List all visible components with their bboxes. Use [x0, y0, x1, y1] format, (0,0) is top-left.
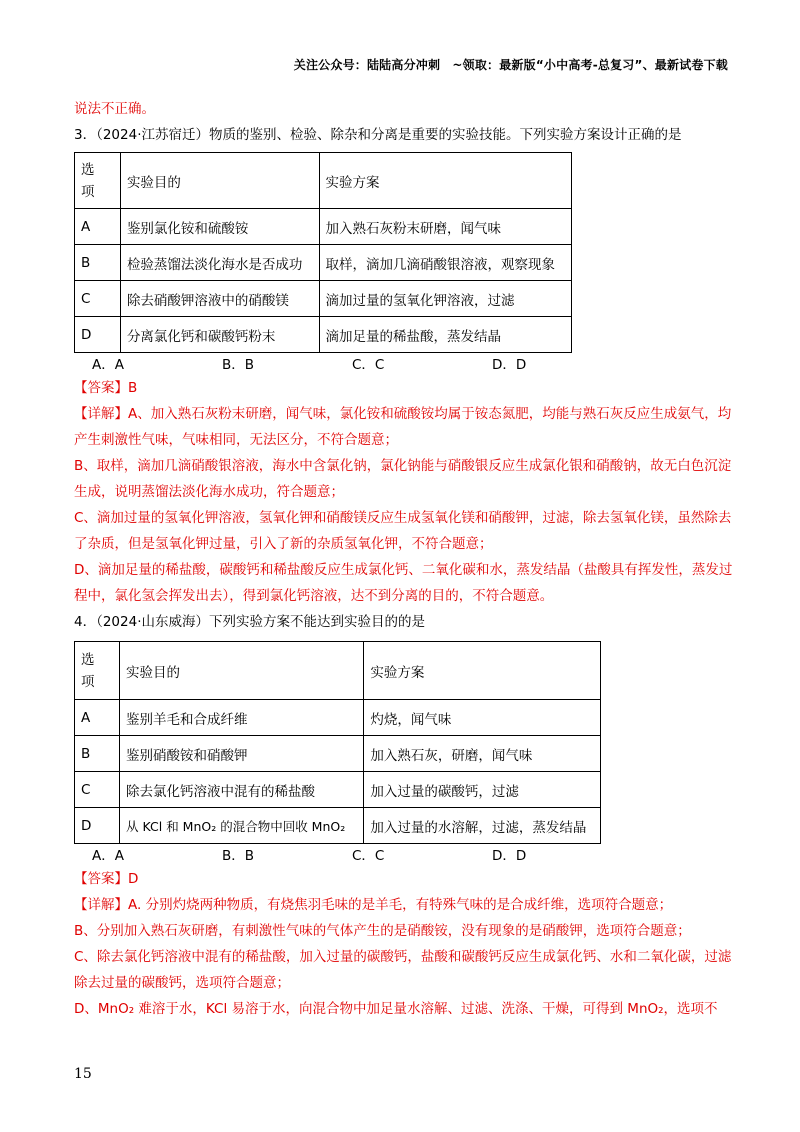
row-option: D	[75, 808, 120, 844]
row-purpose: 除去硝酸钾溶液中的硝酸镁	[120, 281, 319, 317]
row-option: A	[75, 700, 120, 736]
row-purpose: 从 KCl 和 MnO₂ 的混合物中回收 MnO₂	[120, 808, 364, 844]
table-row	[75, 209, 572, 245]
q3-analysis-d: D、滴加足量的稀盐酸，碳酸钙和稀盐酸反应生成氯化钙、二氧化碳和水，蒸发结晶（盐酸具有挥发性，蒸发过程中，氯化氢会挥发出去），得到氯化钙溶液，达不到分离的目的，不符合题意。	[74, 562, 733, 604]
row-plan: 加入过量的碳酸钙，过滤	[364, 772, 601, 808]
q4-table	[74, 641, 601, 844]
table-header-row	[75, 642, 601, 700]
page-header: 关注公众号：陆陆高分冲刺 ~领取：最新版“小中高考-总复习”、最新试卷下载	[293, 58, 728, 72]
row-purpose: 检验蒸馏法淡化海水是否成功	[120, 245, 319, 281]
q3-answer: 【答案】B	[74, 380, 138, 396]
row-option: B	[75, 245, 121, 281]
row-option: B	[75, 736, 120, 772]
q4-analysis-c: C、除去氯化钙溶液中混有的稀盐酸，加入过量的碳酸钙，盐酸和碳酸钙反应生成氯化钙、水和二氧化碳，过滤除去过量的碳酸钙，选项符合题意；	[74, 949, 732, 991]
choice-a: A．A	[92, 848, 124, 864]
header-plan: 实验方案	[319, 153, 572, 209]
table-row	[75, 736, 601, 772]
header-option: 选 项	[75, 153, 121, 209]
header-plan: 实验方案	[364, 642, 601, 700]
table-row	[75, 772, 601, 808]
q3-analysis-c: C、滴加过量的氢氧化钾溶液，氢氧化钾和硝酸镁反应生成氢氧化镁和硝酸钾，过滤，除去氢氧化镁，虽然除去了杂质，但是氢氧化钾过量，引入了新的杂质氢氧化钾，不符合题意；	[74, 510, 732, 552]
choice-d: D．D	[492, 848, 527, 864]
lead-line: 说法不正确。	[74, 101, 155, 117]
table-header-row	[75, 153, 572, 209]
row-plan: 加入过量的水溶解，过滤，蒸发结晶	[364, 808, 601, 844]
row-purpose: 鉴别氯化铵和硫酸铵	[120, 209, 319, 245]
row-plan: 滴加过量的氢氧化钾溶液，过滤	[319, 281, 572, 317]
q3-table	[74, 152, 572, 353]
row-plan: 滴加足量的稀盐酸，蒸发结晶	[319, 317, 572, 353]
q3-stem: 3．（2024·江苏宿迁）物质的鉴别、检验、除杂和分离是重要的实验技能。下列实验方案设计正确的是	[74, 127, 682, 143]
q4-analysis-d: D、MnO₂ 难溶于水，KCl 易溶于水，向混合物中加足量水溶解、过滤、洗涤、干燥，可得到 MnO₂，选项不	[74, 1001, 718, 1017]
row-purpose: 除去氯化钙溶液中混有的稀盐酸	[120, 772, 364, 808]
q4-stem: 4．（2024·山东威海）下列实验方案不能达到实验目的的是	[74, 614, 425, 630]
table-row	[75, 808, 601, 844]
q4-answer: 【答案】D	[74, 871, 139, 887]
choice-c: C．C	[352, 357, 385, 373]
choice-d: D．D	[492, 357, 527, 373]
table-row	[75, 245, 572, 281]
row-option: A	[75, 209, 121, 245]
header-option: 选 项	[75, 642, 120, 700]
row-plan: 取样，滴加几滴硝酸银溶液，观察现象	[319, 245, 572, 281]
page-content	[74, 96, 734, 1022]
choice-b: B．B	[222, 848, 255, 864]
row-plan: 灼烧，闻气味	[364, 700, 601, 736]
table-row	[75, 317, 572, 353]
q4-choices	[92, 844, 734, 866]
q4-analysis-a: 【详解】A. 分别灼烧两种物质，有烧焦羽毛味的是羊毛，有特殊气味的是合成纤维，选项符合题意；	[74, 897, 673, 913]
row-purpose: 分离氯化钙和碳酸钙粉末	[120, 317, 319, 353]
row-option: C	[75, 281, 121, 317]
choice-b: B．B	[222, 357, 255, 373]
row-option: D	[75, 317, 121, 353]
row-purpose: 鉴别羊毛和合成纤维	[120, 700, 364, 736]
page-number: 15	[74, 1066, 92, 1082]
row-purpose: 鉴别硝酸铵和硝酸钾	[120, 736, 364, 772]
header-purpose: 实验目的	[120, 642, 364, 700]
row-option: C	[75, 772, 120, 808]
table-row	[75, 700, 601, 736]
choice-a: A．A	[92, 357, 124, 373]
choice-c: C．C	[352, 848, 385, 864]
q4-analysis-b: B、分别加入熟石灰研磨，有刺激性气味的气体产生的是硝酸铵，没有现象的是硝酸钾，选项符合题意；	[74, 923, 691, 939]
header-purpose: 实验目的	[120, 153, 319, 209]
row-plan: 加入熟石灰粉末研磨，闻气味	[319, 209, 572, 245]
q3-choices	[92, 353, 734, 375]
q3-analysis-a: 【详解】A、加入熟石灰粉末研磨，闻气味，氯化铵和硫酸铵均属于铵态氮肥，均能与熟石灰反应生成氨气，均产生刺激性气味，气味相同，无法区分，不符合题意；	[74, 406, 732, 448]
table-row	[75, 281, 572, 317]
row-plan: 加入熟石灰，研磨，闻气味	[364, 736, 601, 772]
q3-analysis-b: B、取样，滴加几滴硝酸银溶液，海水中含氯化钠，氯化钠能与硝酸银反应生成氯化银和硝酸钠，故无白色沉淀生成，说明蒸馏法淡化海水成功，符合题意；	[74, 458, 732, 500]
